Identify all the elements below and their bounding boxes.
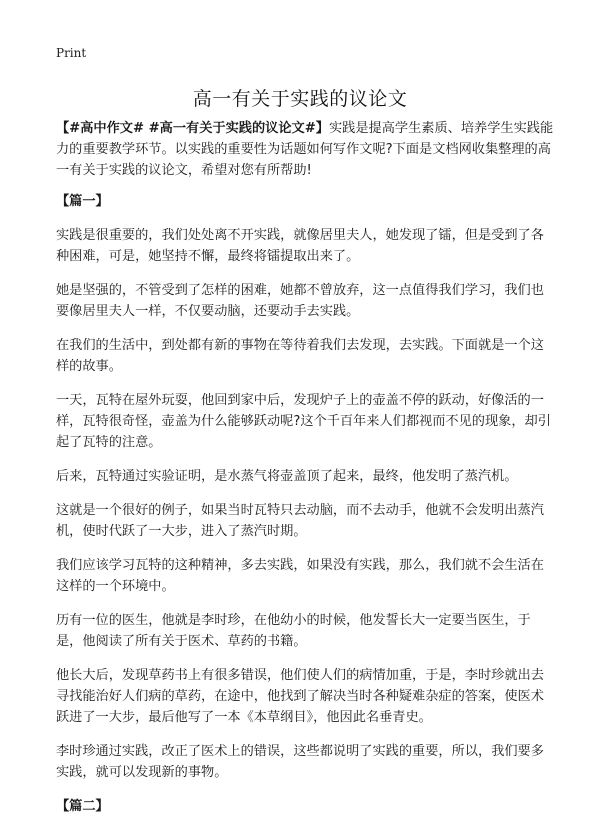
section-heading-2: 【篇二】: [56, 799, 109, 814]
paragraph: 实践是很重要的，我们处处离不开实践，就像居里夫人，她发现了镭，但是受到了各种困难，可是，她坚持不懈，最终将镭提取出来了。: [56, 228, 544, 264]
paragraph: 后来，瓦特通过实验证明，是水蒸气将壶盖顶了起来，最终，他发明了蒸汽机。: [56, 469, 518, 484]
paragraph: 这就是一个很好的例子，如果当时瓦特只去动脑，而不去动手，他就不会发明出蒸汽机，使时代跃了一大步，进入了蒸汽时期。: [56, 503, 544, 539]
paragraph: 历有一位的医生，他就是李时珍，在他幼小的时候，他发誓长大一定要当医生，于是，他阅读了所有关于医术、草药的书籍。: [56, 613, 531, 649]
paragraph: 她是坚强的，不管受到了怎样的困难，她都不曾放弃，这一点值得我们学习，我们也要像居里夫人一样，不仅要动脑，还要动手去实践。: [56, 283, 544, 319]
paragraph: 在我们的生活中，到处都有新的事物在等待着我们去发现，去实践。下面就是一个这样的故事。: [56, 338, 544, 374]
paragraph: 一天，瓦特在屋外玩耍，他回到家中后，发现炉子上的壶盖不停的跃动，好像活的一样，瓦特很奇怪，壶盖为什么能够跃动呢?这个千百年来人们都视而不见的现象，却引起了瓦特的注意。: [56, 393, 551, 450]
paragraph: 他长大后，发现草药书上有很多错误，他们使人们的病情加重，于是，李时珍就出去寻找能治好人们病的草药，在途中，他找到了解决当时各种疑难杂症的答案，使医术跃进了一大步，最后他写了一本《本草纲目》，他因此名垂青史。: [56, 668, 544, 725]
paragraph: 李时珍通过实践，改正了医术上的错误，这些都说明了实践的重要，所以，我们要多实践，就可以发现新的事物。: [56, 744, 544, 780]
article-body: [56, 118, 556, 830]
print-label: Print: [56, 46, 87, 60]
paragraph: 我们应该学习瓦特的这种精神，多去实践，如果没有实践，那么，我们就不会生活在这样的一个环境中。: [56, 558, 544, 594]
intro-tags: 【#高中作文# #高一有关于实践的议论文#】: [56, 121, 329, 136]
section-heading-1: 【篇一】: [56, 194, 109, 209]
intro-text: 实践是提高学生素质、培养学生实践能力的重要教学环节。以实践的重要性为话题如何写作文呢?下面是文档网收集整理的高一有关于实践的议论文，希望对您有所帮助!: [56, 121, 554, 178]
page-title: 高一有关于实践的议论文: [192, 88, 408, 110]
intro-paragraph: [56, 118, 556, 181]
